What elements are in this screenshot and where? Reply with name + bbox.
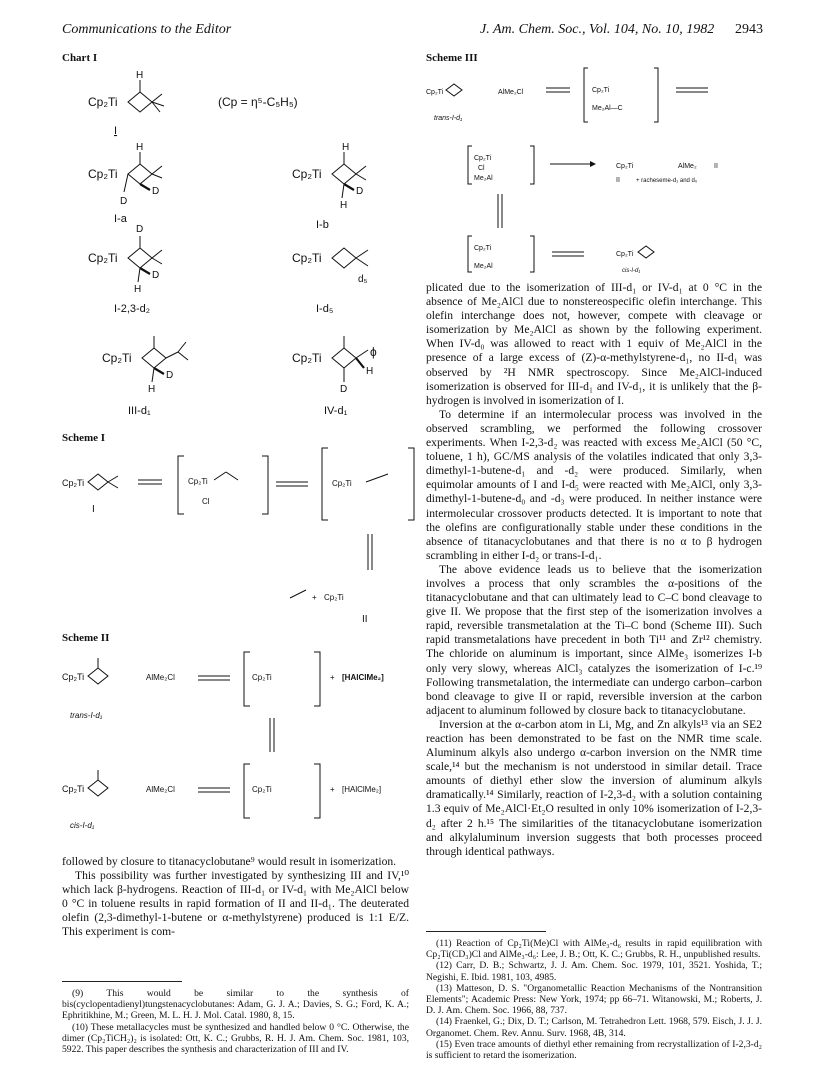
footnote-rule (62, 981, 182, 982)
paragraph: To determine if an intermolecular process was involved in the observed scrambling, we performed the following crossover experiments. When I-2,3-d₂ was reacted with excess Me₂AlCl (50 °C, toluene, 1 h), GC/MS analysis of the volatiles indicated that only 3,3-dimethyl-1-butene-d₁ and -d₂ were produced. Similarly, when equimolar amounts of I and I-d₅ were reacted with Me₂AlCl, only 3,3-dimethyl-1-butene-d₀ and -d₃ were produced. In neither instance were intermolecular crossover products detected. It is important to note that the olefins are configurationally stable under these conditions in the absence of titanacyclobutanes and that there is no α to β hydrogen scrambling in either I-d₂ or trans-I-d₁. (426, 407, 762, 562)
cp2ti-text: Cp₂Ti (592, 87, 610, 94)
me2al-label: Me₂Al (474, 263, 493, 270)
paragraph: The above evidence leads us to believe that the isomerization involves a process that only scrambles the α-positions of the titanacyclobutane and that can ultimately lead to C–C bond cleavage to give II. We propose that the first step of the isomerization involves a rapid, reversible transmetalation at the Ti–C bond (Scheme III). Such rapid transmetalations have precedent in both Ti¹¹ and Zr¹² chemistry. The chloride on aluminum is important, since AlMe₃ isomerizes I-b only very slowy, whereas AlCl₃ catalyzes the isomerization of I-c.¹⁹ Following transmetalation, the intermediate can undergo carbon–carbon bond cleavage to give II or rapid, reversible inversion at the carbon adjacent to aluminum followed by closure back to titanacyclobutane. (426, 562, 762, 717)
compound-label: trans-I-d₁ (434, 115, 463, 122)
scheme-1-label: Scheme I (62, 432, 106, 444)
cp2ti-text: Cp₂Ti (62, 478, 85, 488)
left-column-text (62, 855, 409, 940)
h-label: H (342, 142, 350, 153)
product-note: + racheseme-d₁ and d₀ (636, 178, 698, 184)
structure-I (88, 70, 298, 137)
scheme-2 (62, 646, 422, 846)
reagent-label: AlMe₂Cl (146, 785, 175, 794)
h-label: H (148, 384, 156, 395)
d-label: D (356, 186, 364, 197)
d-label: D (152, 186, 160, 197)
cp2ti-text: Cp₂Ti (292, 167, 322, 181)
cp2ti-text: Cp₂Ti (426, 89, 444, 96)
chart-structures (62, 62, 422, 432)
h-label: H (136, 70, 144, 81)
compound-label: cis-I-d₁ (70, 821, 95, 830)
compound-label: I-a (114, 213, 127, 225)
cp2ti-text: Cp₂Ti (616, 251, 634, 258)
compound-label: cis-I-d₁ (622, 268, 641, 274)
compound-label: II (714, 163, 718, 170)
reagent-label: AlMe₂ (678, 163, 697, 170)
cp2ti-text: Cp₂Ti (324, 593, 344, 602)
compound-label: I (92, 504, 95, 515)
structure-I-a (88, 142, 162, 225)
cp2ti-text: Cp₂Ti (252, 785, 272, 794)
chart-label: Chart I (62, 52, 98, 64)
footnote: (13) Matteson, D. S. "Organometallic Reaction Mechanisms of the Nontransition Elements"; Academic Press: New York, 1974; pp 66–71. Witanowski, M.; Roberts, J. D. J. Am. Chem. Soc. 1966, 88, 737. (426, 982, 762, 1017)
cp2ti-text: Cp₂Ti (188, 477, 208, 486)
compound-label: III-d₁ (128, 405, 151, 417)
left-footnotes (62, 988, 409, 1055)
h-label: H (366, 366, 374, 377)
structure-IV-d1 (292, 336, 377, 417)
compound-label: I-b (316, 219, 329, 231)
me2al-label: Me₂Al (474, 175, 493, 182)
anion-label: [HAlClMe₂] (342, 785, 382, 794)
cp2ti-text: Cp₂Ti (88, 167, 118, 181)
compound-label: IV-d₁ (324, 405, 348, 417)
h-label: H (136, 142, 144, 153)
anion-label: [HAlClMe₂] (342, 673, 384, 682)
cp2ti-text: Cp₂Ti (252, 673, 272, 682)
d-label: D (120, 196, 128, 207)
cp2ti-text: Cp₂Ti (62, 784, 85, 794)
plus-sign: + (312, 593, 317, 602)
plus-sign: + (330, 673, 335, 682)
cp2ti-text: Cp₂Ti (474, 245, 492, 252)
cl-label: Cl (478, 165, 485, 172)
footnote: (12) Carr, D. B.; Schwartz, J. J. Am. Chem. Soc. 1979, 101, 3521. Yoshida, T.; Negishi, E. Ibid. 1981, 103, 4985. (426, 960, 762, 983)
footnote: (15) Even trace amounts of diethyl ether remaining from recrystallization of I-2,3-d₂ is sufficient to retard the isomerization. (426, 1038, 762, 1062)
cp2ti-text: Cp₂Ti (616, 163, 634, 170)
scheme-2-label: Scheme II (62, 632, 110, 644)
structure-I-2-3-d2 (88, 224, 162, 315)
reagent-label: AlMe₂Cl (146, 673, 175, 682)
compound-label: I-d₅ (316, 303, 334, 315)
structure-I-d5 (292, 248, 368, 315)
scheme-3 (426, 64, 766, 274)
compound-label: I (114, 125, 118, 137)
paragraph: Inversion at the α-carbon atom in Li, Mg, and Zn alkyls¹³ via an SE2 reaction has been demonstrated to be fast on the NMR time scale. Aluminum alkyls also undergo α-carbon inversion on the NMR time scale,¹⁴ but the mechanism is not understood in similar detail. Trace amounts of diethyl ether slow the inversion of aluminum alkyls dramatically.¹⁴ Similarly, reaction of I-2,3-d₂ with a solution containing 1.3 equiv of Me₂AlCl·Et₂O resulted in only 10% isomerization of I-2,3-d₂ after 2 h.¹⁵ The similarities of the titanacyclobutane isomerization and alkylaluminum inversion suggests that both processes proceed through identical pathways. (426, 717, 762, 858)
paragraph: plicated due to the isomerization of III-d₁ or IV-d₁ at 0 °C in the absence of Me₂AlCl due to nonstereospecific olefin interchange. This olefin interchange does not, however, compete with cleavage or isomerization by Me₂AlCl as shown by the following experiment. When IV-d₀ was allowed to react with 1 equiv of Me₂AlCl in the presence of a large excess of (Z)-α-methylstyrene-d₁, no II-d₁ was observed by ²H NMR spectroscopy. Since Me₂AlCl-induced isomerization is observed for III-d₁ and IV-d₁, it is unlikely that the β-hydrogen is involved in isomerization of I. (426, 281, 762, 407)
d-label: D (166, 370, 174, 381)
footnote: (11) Reaction of Cp₂Ti(Me)Cl with AlMe₃-d₆ results in rapid equilibration with Cp₂Ti(CD₃)Cl and AlMe₃-d₆: Lee, J. B.; Ott, K. C.; Grubbs, R. H., unpublished results. (426, 938, 762, 961)
h-label: H (340, 200, 348, 211)
d-label: D (340, 384, 348, 395)
phenyl-label: ϕ (370, 345, 377, 359)
paragraph: This possibility was further investigated by synthesizing III and IV,¹⁰ which lack β-hydrogens. Reaction of III-d₁ or IV-d₁ with Me₂AlCl below 0 °C in toluene results in rapid formation of II and II-d₁. The deuterated olefin (2,3-dimethyl-1-butene or α-methylstyrene) produced is 1:1 E/Z. This experiment is com- (62, 869, 409, 939)
cp2ti-text: Cp₂Ti (292, 251, 322, 265)
d-label: D (152, 270, 160, 281)
d-label: D (136, 224, 144, 235)
paragraph: followed by closure to titanacyclobutane⁹ would result in isomerization. (62, 855, 397, 868)
d5-label: d₅ (358, 274, 368, 285)
plus-sign: + (330, 785, 335, 794)
cp-definition: (Cp = η⁵-C₅H₅) (218, 95, 298, 109)
scheme-3-label: Scheme III (426, 52, 478, 64)
cp2ti-text: Cp₂Ti (88, 251, 118, 265)
running-header-left: Communications to the Editor (62, 22, 232, 37)
scheme-1 (62, 444, 422, 634)
structure-I-b (292, 142, 366, 231)
cp2ti-text: Cp₂Ti (332, 479, 352, 488)
right-column-text (426, 281, 762, 859)
cp2ti-text: Cp₂Ti (102, 351, 132, 365)
cp2ti-text: Cp₂Ti (474, 155, 492, 162)
cp2ti-text: Cp₂Ti (292, 351, 322, 365)
footnote-rule (426, 931, 546, 932)
footnote: (10) These metallacycles must be synthesized and handled below 0 °C. Otherwise, the dimer (Cp₂TiCH₂)₂ is isolated: Ott, K. C.; Grubbs, R. H. J. Am. Chem. Soc. 1981, 103, 5922. This paper describes the synthesis and characterization of III and IV. (62, 1021, 409, 1056)
compound-label: I-2,3-d₂ (114, 303, 151, 315)
structure-III-d1 (102, 336, 188, 417)
cp2ti-text: Cp₂Ti (62, 672, 85, 682)
compound-label: II (616, 177, 620, 184)
cl-label: Cl (202, 497, 210, 506)
intermediate-label: Me₂Al—C (592, 105, 623, 112)
cp2ti-text: Cp₂Ti (88, 95, 118, 109)
running-header-right: J. Am. Chem. Soc., Vol. 104, No. 10, 1982 (480, 22, 715, 37)
h-label: H (134, 284, 142, 295)
footnote: (9) This would be similar to the synthesis of bis(cyclopentadienyl)tungstenacyclobutanes: Adam, G. J. A.; Davies, S. G.; Ford, K. A.; Ephritikhine, M.; Green, M. L. H. J. Mol. Catal. 1980, 8, 15. (62, 988, 409, 1022)
page-number: 2943 (735, 22, 763, 37)
reagent-label: AlMe₂Cl (498, 89, 524, 96)
compound-label: II (362, 614, 368, 625)
footnote: (14) Fraenkel, G.; Dix, D. T.; Carlson, M. Tetrahedron Lett. 1968, 579. Eisch, J. J. J. Organomet. Chem. Rev. Annu. Surv. 1968, 4B, 314. (426, 1016, 762, 1039)
compound-label: trans-I-d₁ (70, 711, 103, 720)
right-footnotes (426, 938, 762, 1061)
